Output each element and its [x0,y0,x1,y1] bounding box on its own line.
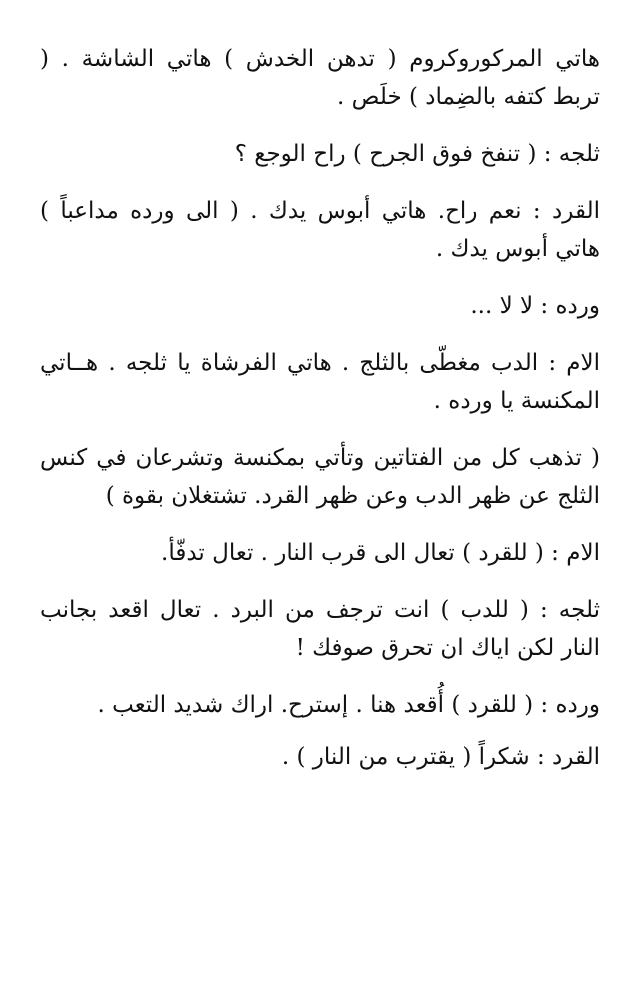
paragraph-6: ( تذهب كل من الفتاتين وتأتي بمكنسة وتشرعان في كنس الثلج عن ظهر الدب وعن ظهر القرد. تشتغلان بقوة ) [40,445,600,509]
paragraph-3: القرد : نعم راح. هاتي أبوس يدك . ( الى ورده مداعباً ) هاتي أبوس يدك . [40,198,600,262]
paragraph-5: الام : الدب مغطّى بالثلج . هاتي الفرشاة يا ثلجه . هــاتي المكنسة يا ورده . [40,350,600,414]
paragraph-7: الام : ( للقرد ) تعال الى قرب النار . تعال تدفّأ. [161,540,600,566]
paragraph-2: ثلجه : ( تنفخ فوق الجرح ) راح الوجع ؟ [234,141,600,167]
paragraph-10: القرد : شكراً ( يقترب من النار ) . [281,744,600,770]
document-page [40,40,600,795]
paragraph-9: ورده : ( للقرد ) أُقعد هنا . إسترح. اراك شديد التعب . [97,692,600,718]
paragraph-4: ورده : لا لا ... [470,293,600,319]
paragraph-8: ثلجه : ( للدب ) انت ترجف من البرد . تعال اقعد بجانب النار لكن اياك ان تحرق صوفك ! [40,597,600,661]
paragraph-1: هاتي المركوروكروم ( تدهن الخدش ) هاتي الشاشة . ( تربط كتفه بالضِماد ) خلَص . [40,46,600,110]
